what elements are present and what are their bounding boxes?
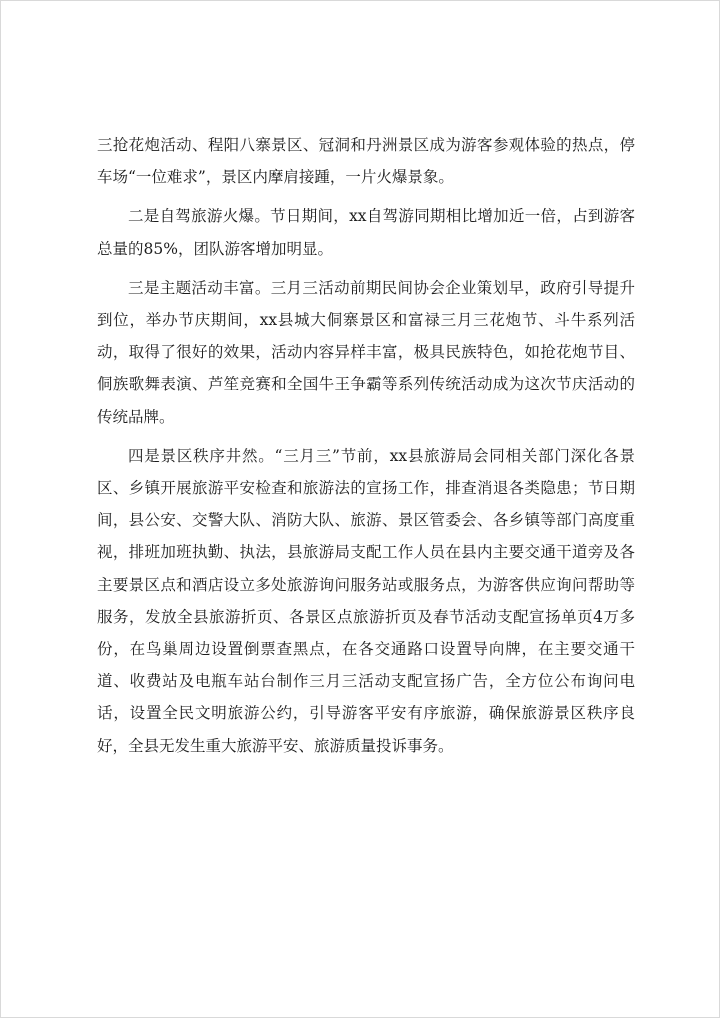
paragraph-self-drive-tourism: 二是自驾旅游火爆。节日期间，xx自驾游同期相比增加近一倍，占到游客总量的85%，团队游客增加明显。	[97, 207, 635, 258]
document-body	[97, 129, 635, 769]
paragraph-continuation: 三抢花炮活动、程阳八寨景区、冠洞和丹洲景区成为游客参观体验的热点，停车场“一位难求”，景区内摩肩接踵，一片火爆景象。	[97, 136, 635, 187]
paragraph-scenic-order: 四是景区秩序井然。“三月三”节前，xx县旅游局会同相关部门深化各景区、乡镇开展旅游平安检查和旅游法的宣扬工作，排查消退各类隐患；节日期间，县公安、交警大队、消防大队、旅游、景区管委会、各乡镇等部门高度重视，排班加班执勤、执法，县旅游局支配工作人员在县内主要交通干道旁及各主要景区点和酒店设立多处旅游询问服务站或服务点，为游客供应询问帮助等服务，发放全县旅游折页、各景区点旅游折页及春节活动支配宣扬单页4万多份，在鸟巢周边设置倒票查黑点，在各交通路口设置导向牌，在主要交通干道、收费站及电瓶车站台制作三月三活动支配宣扬广告，全方位公布询问电话，设置全民文明旅游公约，引导游客平安有序旅游，确保旅游景区秩序良好，全县无发生重大旅游平安、旅游质量投诉事务。	[97, 446, 635, 755]
paragraph-theme-activities: 三是主题活动丰富。三月三活动前期民间协会企业策划早，政府引导提升到位，举办节庆期间，xx县城大侗寨景区和富禄三月三花炮节、斗牛系列活动，取得了很好的效果，活动内容异样丰富，极具民族特色，如抢花炮节目、侗族歌舞表演、芦笙竞赛和全国牛王争霸等系列传统活动成为这次节庆活动的传统品牌。	[97, 278, 635, 426]
